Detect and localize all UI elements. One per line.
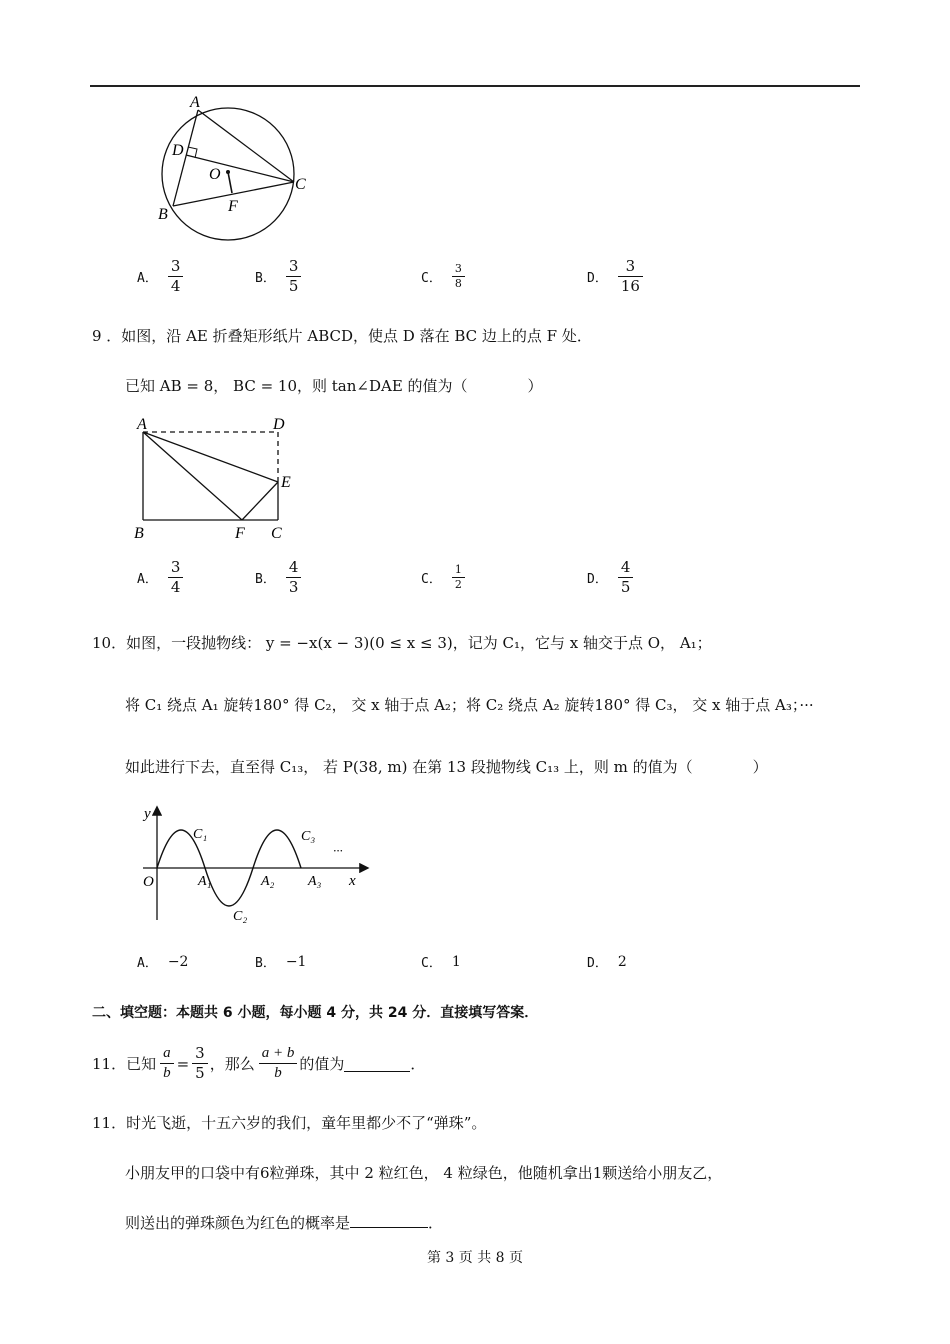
q8-option-c[interactable]: C． $\frac{3}{8}$ — [421, 262, 465, 291]
section2-title: 二、填空题：本题共 6 小题，每小题 4 分，共 24 分．直接填写答案． — [92, 1005, 539, 1021]
q8-label-O: O — [209, 166, 221, 183]
page-footer: 第 3 页 共 8 页 — [426, 1250, 524, 1266]
q9-label-A: A — [137, 416, 147, 433]
q9-line2: 已知 AB = 8， BC = 10，则 tan∠DAE 的值为（ ） — [125, 377, 543, 395]
q9-label-C: C — [271, 525, 282, 542]
q10-parabola-figure — [135, 800, 375, 930]
q10-label-O: O — [143, 874, 154, 890]
q10-label-A3: A₃ — [308, 874, 322, 889]
q10-option-d[interactable]: D． 2 — [587, 953, 627, 971]
q9-label-E: E — [281, 474, 291, 491]
q10-label-dots: ··· — [333, 843, 343, 858]
q10-label-C1: C₁ — [193, 827, 208, 842]
q11b-answer-blank[interactable] — [350, 1212, 428, 1228]
q9-option-a[interactable]: A． $\frac{3}{4}$ — [137, 558, 183, 597]
q11b-line2: 小朋友甲的口袋中有6粒弹珠，其中 2 粒红色， 4 粒绿色，他随机拿出1颗送给小朋友乙， — [125, 1164, 723, 1182]
q10-option-b[interactable]: B． −1 — [255, 953, 307, 971]
q10-label-x: x — [349, 873, 356, 889]
q8-option-b[interactable]: B． $\frac{3}{5}$ — [255, 257, 301, 296]
q10-label-C3: C₃ — [301, 829, 316, 844]
q9-line1: 9 ．如图，沿 AE 折叠矩形纸片 ABCD，使点 D 落在 BC 边上的点 F 处． — [92, 327, 592, 345]
q9-option-b[interactable]: B． $\frac{4}{3}$ — [255, 558, 301, 597]
q8-option-a[interactable]: A． $\frac{3}{4}$ — [137, 257, 183, 296]
q8-label-F: F — [228, 198, 238, 215]
q10-line1: 10．如图，一段抛物线： y = −x(x − 3)(0 ≤ x ≤ 3)，记为 C₁，它与 x 轴交于点 O， A₁； — [92, 634, 712, 652]
q10-label-y: y — [144, 806, 151, 822]
q9-label-F: F — [235, 525, 245, 542]
q8-label-B: B — [158, 206, 168, 223]
q10-option-c[interactable]: C． 1 — [421, 953, 461, 971]
q9-label-B: B — [134, 525, 144, 542]
q8-option-d[interactable]: D． $\frac{3}{16}$ — [587, 257, 643, 296]
header-rule — [90, 85, 860, 87]
q8-label-C: C — [295, 176, 306, 193]
q10-label-A2: A₂ — [261, 874, 275, 889]
q11a-answer-blank[interactable] — [344, 1055, 410, 1072]
q8-label-D: D — [172, 142, 184, 159]
q10-line3: 如此进行下去，直至得 C₁₃， 若 P(38, m) 在第 13 段抛物线 C₁₃ 上，则 m 的值为（ ） — [125, 758, 768, 776]
q8-circle-figure — [150, 92, 310, 247]
q8-label-A: A — [190, 94, 200, 111]
q10-line2: 将 C₁ 绕点 A₁ 旋转180° 得 C₂， 交 x 轴于点 A₂；将 C₂ 绕点 A₂ 旋转180° 得 C₃， 交 x 轴于点 A₃；··· — [125, 696, 814, 714]
q11a-line: 11．已知 $\frac{a}{b}$ = $\frac{3}{5}$ ，那么 $\frac{a + b}{b}$ 的值为 ． — [92, 1044, 426, 1082]
q11b-line1: 11．时光飞逝，十五六岁的我们，童年里都少不了“弹珠”。 — [92, 1114, 487, 1132]
q9-label-D: D — [273, 416, 285, 433]
q11b-line3: 则送出的弹珠颜色为红色的概率是 ． — [125, 1214, 444, 1232]
q10-label-C2: C₂ — [233, 909, 248, 924]
q9-option-c[interactable]: C． $\frac{1}{2}$ — [421, 563, 465, 592]
q10-label-A1: A₁ — [198, 874, 212, 889]
q9-option-d[interactable]: D． $\frac{4}{5}$ — [587, 558, 633, 597]
q10-option-a[interactable]: A． −2 — [137, 953, 189, 971]
q9-rectangle-figure — [130, 412, 300, 547]
